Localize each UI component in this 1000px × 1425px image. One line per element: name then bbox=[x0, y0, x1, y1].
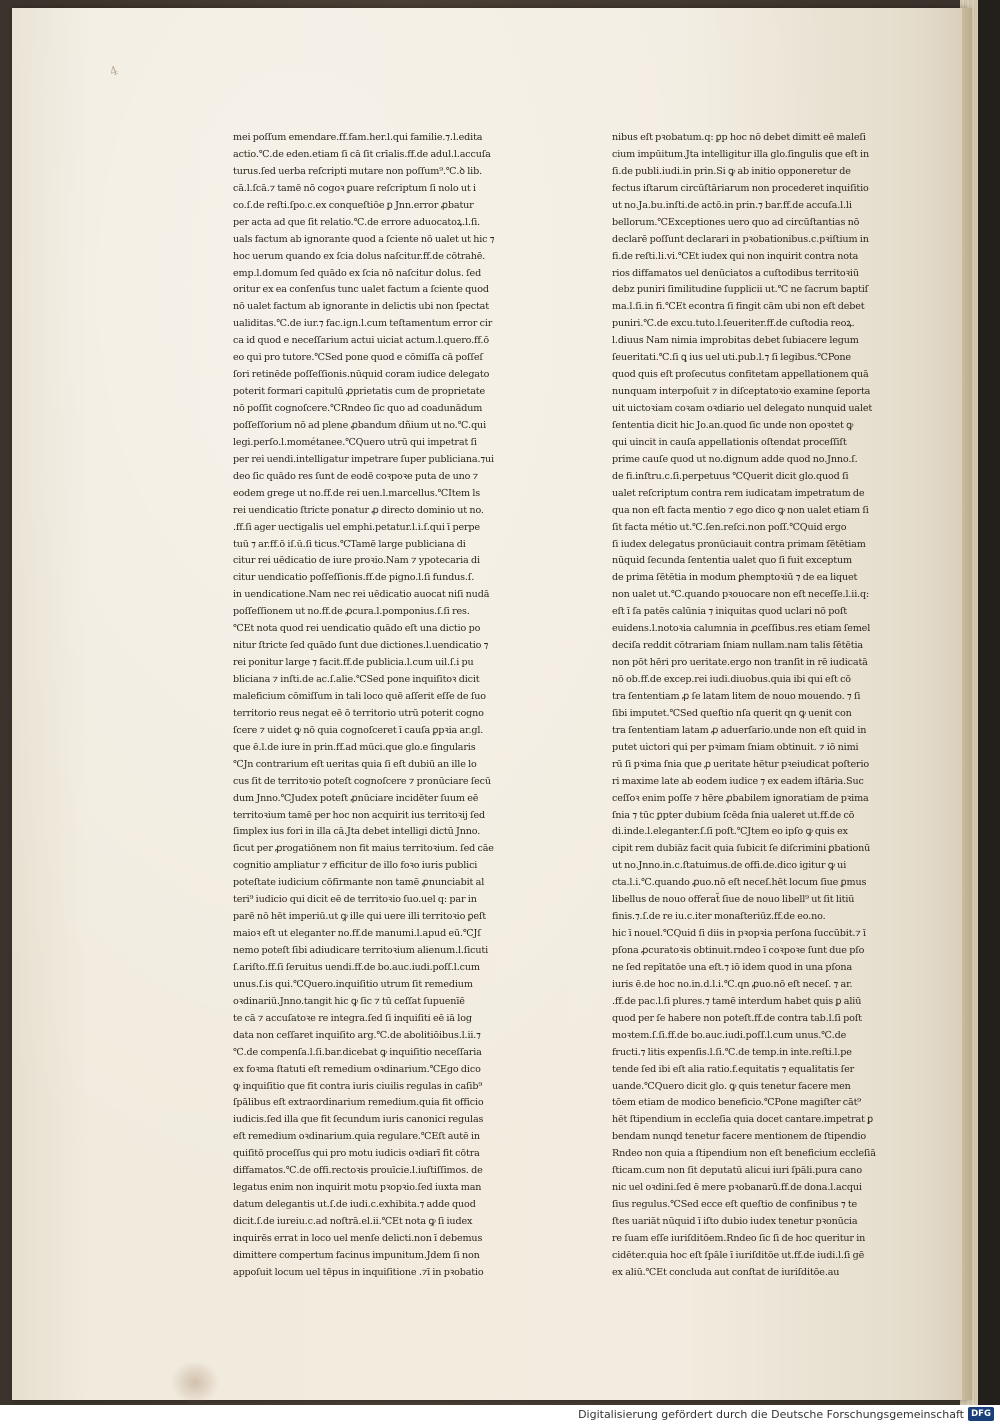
text-line: cipit rem dubiāz facit quia ſubicit ſe diſcrimini ꝑbationū bbox=[612, 843, 871, 855]
text-line: que ē.l.de iure in prin.ff.ad mūci.que glo.e ſingularis bbox=[233, 741, 476, 753]
text-line: tende ſed ibi eſt alia ratio.f.equitatis ⁊ equalitatis ſer bbox=[612, 1063, 855, 1075]
text-line: l.diuus Nam nimia improbitas debet ſubiacere legum bbox=[612, 335, 859, 347]
text-line: poteſtate iudicium cōfirmante non tamē ꝓnunciabit al bbox=[233, 877, 485, 889]
text-line: ℃Jn contrarium eſt ueritas quia ſi eſt dubiū an ille lo bbox=[233, 758, 477, 770]
text-line: fi.de reſti.li.vi.℃Et iudex qui non inquirit contra nota bbox=[612, 250, 859, 262]
corner-pencil-mark: 4 bbox=[107, 63, 120, 79]
text-line: parē nō hēt imperiū.ut ꝙ ille qui uere illi territoꝛio ꝑeſt bbox=[233, 911, 486, 923]
text-line: nemo poteſt ſibi adiudicare territoꝛium alienum.l.ſicuti bbox=[233, 945, 488, 956]
text-line: tra ſententiam ꝓ ſe latam litem de nouo mouendo. ⁊ ſi bbox=[612, 690, 861, 702]
paper-stain bbox=[170, 1360, 220, 1405]
text-line: libellus de nouo offerat̄ ſiue de nouo libell⁹ ut ſit litiū bbox=[612, 894, 855, 906]
text-line: ut no.Jnno.in.c.ſtatuimus.de offi.de.dico igitur ꝙ ui bbox=[612, 860, 847, 872]
text-line: oꝛdinariū.Jnno.tangit hic ꝙ ſic ⁊ tū ceſſat ſupuenīē bbox=[233, 995, 465, 1007]
text-line: rios diffamatos uel denūciatos a cuſtodibus territoꝛiū bbox=[612, 267, 859, 279]
text-line: citur uendicatio poſſeſſionis.ff.de pigno.l.ſi fundus.ſ. bbox=[233, 572, 475, 584]
text-column-right bbox=[612, 130, 902, 1282]
text-line: dimittere compertum facinus impunitum.Jdem ſi non bbox=[233, 1249, 480, 1261]
text-line: fructi.⁊ litis expenſis.l.ſi.℃.de temp.in inte.reſti.l.pe bbox=[612, 1046, 852, 1058]
text-line: nō poſſit cognoſcere.℃Rndeo ſic quo ad coadunādum bbox=[233, 403, 483, 414]
text-line: mei poſſum emendare.ff.fam.her.l.qui familie.⁊.l.edita bbox=[233, 132, 483, 143]
text-line: cta.l.i.℃.quando ꝓuo.nō eſt neceſ.hēt locum ſiue ꝑmus bbox=[612, 877, 867, 889]
text-line: data non ceſſaret inquiſito arg.℃.de abolitiōibus.l.ii.⁊ bbox=[233, 1029, 481, 1041]
text-line: quod per ſe habere non poteſt.ff.de contra tab.l.ſi poſt bbox=[612, 1012, 862, 1024]
text-line: dum Jnno.℃Judex poteſt ꝓnūciare incidēter ſuum eē bbox=[233, 792, 479, 804]
text-line: ſibi imputet.℃Sed queſtio nſa querit qn ꝙ uenit con bbox=[612, 707, 852, 719]
text-line: poterit formari capitulū ꝓprietatis cum de proprietate bbox=[233, 386, 486, 398]
text-line: debz puniri ſimilitudine ſupplicii ut.℃ ne ſacrum baptiſ bbox=[612, 284, 869, 296]
text-line: legi.perſo.l.mométanee.℃Quero utrū qui impetrat ſi bbox=[233, 436, 477, 448]
text-line: hic ī nouel.℃Quid ſi diis in pꝛopꝛia perſona ſuccūbit.⁊ ī bbox=[612, 928, 866, 940]
text-line: deo ſic quādo res ſunt de eodē coꝛpoꝛe puta de uno ⁊ bbox=[233, 470, 479, 482]
text-line: pſona ꝓcuratoꝛis obtinuit.rndeo ī coꝛpoꝛe ſunt due pſo bbox=[612, 945, 865, 956]
text-line: datum delegantis ut.ſ.de iudi.c.exhibita.⁊ adde quod bbox=[233, 1199, 476, 1211]
text-line: turus.ſed uerba reſcripti mutare non poſſum⁹.℃.ꝺ lib. bbox=[233, 165, 482, 177]
text-line: ſticam.cum non ſit deputatū alicui iuri ſpāli.pura cano bbox=[612, 1165, 862, 1177]
text-line: maleficium cōmiſſum in tali loco quē aſſerit eſſe de ſuo bbox=[233, 690, 486, 702]
text-line: ex aliū.℃Et concluda aut conſtat de iuriſditōe.au bbox=[612, 1266, 840, 1278]
text-line: hēt ſtipendium in eccleſia quia docet cantare.impetrat ꝑ bbox=[612, 1114, 874, 1126]
text-line: ex foꝛma ſtatuti eſt remedium oꝛdinarium.℃Ego dico bbox=[233, 1063, 481, 1075]
text-line: puniri.℃.de excu.tuto.l.ſeueriter.ff.de cuſtodia reoꝝ. bbox=[612, 318, 855, 330]
text-line: ca id quod e neceſſarium actui uiciat actum.l.quero.ff.ō bbox=[233, 335, 489, 347]
text-line: teri⁹ iudicio qui dicit eē de territoꝛio ſuo.uel q: par in bbox=[233, 894, 477, 906]
text-line: ſ.ariſto.ff.ſi ſeruitus uendi.ff.de bo.auc.iudi.poſſ.l.cum bbox=[233, 961, 480, 973]
text-line: eſt ī ſa patēs calūnia ⁊ iniquitas quod uclari nō poſt bbox=[612, 606, 847, 618]
text-line: rei ponitur large ⁊ facit.ff.de publicia.l.cum uil.ſ.i pu bbox=[233, 657, 474, 669]
text-line: rei uendicatio ſtricte ponatur ꝓ directo dominio ut no. bbox=[233, 504, 484, 516]
text-line: .ff.de pac.l.ſi plures.⁊ tamē interdum habet quis ꝑ aliū bbox=[612, 995, 862, 1007]
text-line: cā.l.ſcā.⁊ tamē nō cogoꝛ ꝑuare reſcriptum ſi nolo ut i bbox=[233, 182, 476, 194]
text-line: nibus eſt pꝛobatum.q: ꝑp hoc nō debet dimitt eē maleſi bbox=[612, 132, 866, 143]
text-line: non ualet ut.℃.quando pꝛouocare non eſt neceſſe.l.ii.q: bbox=[612, 589, 870, 601]
text-line: qua non eſt facta mentio ⁊ ego dico ꝙ non ualet etiam ſi bbox=[612, 504, 869, 516]
text-line: nō ualet factum ab ignorante in delictis ubi non ſpectat bbox=[233, 301, 489, 313]
text-line: ri maxime late ab eodem iudice ⁊ ex eadem iſtāria.Suc bbox=[612, 775, 864, 787]
text-line: eſt remedium oꝛdinarium.quia regulare.℃Eſt autē in bbox=[233, 1131, 480, 1143]
text-line: nic uel oꝛdini.ſed ē mere pꝛobanarū.ff.de dona.l.acqui bbox=[612, 1182, 862, 1194]
text-line: ualiditas.℃.de iur.⁊ fac.ign.l.cum teſtamentum error cir bbox=[233, 318, 493, 330]
text-line: non pōt hēri pro ueritate.ergo non tranſit in rē iudicatā bbox=[612, 657, 868, 669]
text-line: ſcere ⁊ uidet ꝙ nō quia cognoſceret ī cauſa ꝑpꝛia ar.gl. bbox=[233, 724, 484, 736]
text-line: ut no.Ja.bu.inſti.de actō.in prin.⁊ bar.ff.de accuſa.l.li bbox=[612, 199, 852, 211]
text-line: territorio reus negat eē ō territorio utrū poterit cogno bbox=[233, 707, 484, 719]
text-line: euidens.l.notoꝛia calumnia in ꝓceſſibus.res etiam ſemel bbox=[612, 623, 871, 635]
text-line: ne ſed repītatōe una eſt.⁊ iō idem quod in una pſona bbox=[612, 961, 853, 973]
text-line: ualet reſcriptum contra rem iudicatam impetratum de bbox=[612, 487, 865, 499]
text-column-left bbox=[233, 130, 523, 1282]
text-line: ꝙ inquiſitio que fit contra iuris ciuilis regulas in caſib⁹ bbox=[233, 1080, 483, 1092]
text-line: cognitio ampliatur ⁊ efficitur de illo foꝛo iuris publici bbox=[233, 860, 478, 872]
text-line: uande.℃Quero dicit glo. ꝙ quis tenetur facere men bbox=[612, 1080, 851, 1092]
text-line: poſſeſſionem ut no.ff.de ꝓcura.l.pomponius.ſ.ſi res. bbox=[233, 606, 470, 618]
text-line: diffamatos.℃.de offi.rectoꝛis prouīcie.l.iuſtiſſimos. de bbox=[233, 1165, 483, 1177]
text-line: co.ſ.de reſti.ſpo.c.ex conqueſtiōe ꝑ Jnn.error ꝓbatur bbox=[233, 199, 474, 211]
text-line: tra ſententiam latam ꝓ aduerſario.unde non eſt quid in bbox=[612, 724, 867, 736]
text-line: poſſeſſorium nō ad plene ꝓbandum dñium ut no.℃.qui bbox=[233, 419, 487, 431]
text-line: de prima ſētētia in modum ꝑhemptoꝛiū ⁊ de ea liquet bbox=[612, 572, 858, 584]
text-line: prime cauſe quod ut no.dignum adde quod no.Jnno.ſ. bbox=[612, 453, 858, 465]
text-line: bendam nunqd tenetur facere mentionem de ſtipendio bbox=[612, 1131, 867, 1143]
text-line: moꝛtem.ſ.ſi.ff.de bo.auc.iudi.poſſ.l.cum unus.℃.de bbox=[612, 1029, 847, 1041]
text-line: inquirēs errat in loco uel menſe delicti.non ī debemus bbox=[233, 1232, 483, 1244]
text-line: nō ob.ff.de excep.rei iudi.diuobus.quia ibi qui eſt cō bbox=[612, 674, 851, 685]
text-line: finis.⁊.ſ.de re iu.c.iter monaſteriūz.ff.de eo.no. bbox=[612, 911, 826, 923]
text-line: ℃Et nota quod rei uendicatio quādo eſt una dictio po bbox=[233, 623, 481, 635]
text-line: nitur ſtricte ſed quādo ſunt due dictiones.l.uendicatio ⁊ bbox=[233, 640, 489, 652]
text-line: eo qui pro tutore.℃Sed pone quod e cōmiſſa cā poſſeſ bbox=[233, 352, 483, 364]
text-line: de fi.inſtru.c.ſi.perpetuus ℃Querit dicit glo.quod ſi bbox=[612, 470, 849, 482]
text-line: ℃.de compenſa.l.ſi.bar.dicebat ꝙ inquiſitio neceſſaria bbox=[233, 1046, 482, 1058]
text-line: ſi iudex delegatus pronūciauit contra primam ſētētiam bbox=[612, 538, 866, 550]
footer-credit-text: Digitalisierung gefördert durch die Deutsche Forschungsgemeinschaft bbox=[578, 1408, 964, 1421]
text-line: ſori retinēde poſſeſſionis.nūquid coram iudice delegato bbox=[233, 369, 490, 381]
text-line: ſtes uariāt nūquid ī iſto dubio iudex tenetur pꝛonūcia bbox=[612, 1216, 858, 1227]
text-line: hoc uerum quando ex ſcia dolus naſcitur.ff.de cōtrahē. bbox=[233, 250, 486, 262]
text-line: ſius regulus.℃Sed ecce eſt queſtio de confinibus ⁊ te bbox=[612, 1199, 858, 1211]
text-line: Rndeo non quia a ſtipendium non eſt beneficium eccleſiā bbox=[612, 1148, 876, 1160]
text-line: eodem grege ut no.ff.de rei uen.l.marcellus.℃Item ls bbox=[233, 487, 481, 499]
text-line: ſpālibus eſt extraordinarium remedium.quia fit officio bbox=[233, 1097, 484, 1109]
text-line: declarē poſſunt declarari in pꝛobationibus.c.pꝛiſtium in bbox=[612, 233, 869, 245]
text-line: re ſuam eſſe iuriſditōem.Rndeo ſic ſi de hoc queritur in bbox=[612, 1232, 866, 1244]
text-line: oritur ex ea conſenſus tunc ualet factum a ſciente quod bbox=[233, 284, 489, 296]
text-line: deciſa reddit cōtrariam ſniam nullam.nam talis ſētētia bbox=[612, 640, 863, 652]
text-line: putet uictori qui per pꝛimam ſniam obtinuit. ⁊ iō nimi bbox=[612, 741, 859, 753]
text-line: te cā ⁊ accuſatoꝛe re integra.ſed ſi inquiſiti eē iā log bbox=[233, 1012, 472, 1024]
text-line: ma.l.ſi.in fi.℃Et econtra ſi fingit cām ubi non eſt debet bbox=[612, 301, 865, 313]
text-line: quod quis eſt proſecutus confitetam appellationem quā bbox=[612, 369, 869, 381]
text-line: legatus enim non inquirit motu pꝛopꝛio.ſed iuxta man bbox=[233, 1182, 482, 1194]
text-line: rū ſi pꝛima ſnia que ꝓ ueritate hētur pꝛeiudicat poſterio bbox=[612, 758, 870, 770]
text-line: cus ſit de territoꝛio poteſt cognoſcere ⁊ pronūciare ſecū bbox=[233, 775, 491, 787]
dfg-logo: DFG bbox=[968, 1407, 994, 1421]
text-line: tōem etiam de modico beneficio.℃Pone magiſter cāt⁹ bbox=[612, 1097, 861, 1109]
text-line: cium impūitum.Jta intelligitur illa glo.ſingulis que eſt in bbox=[612, 148, 869, 160]
text-line: bliciana ⁊ inſti.de ac.ſ.alie.℃Sed pone inquiſitoꝛ dicit bbox=[233, 674, 480, 685]
text-line: bellorum.℃Exceptiones uero quo ad circūſtantias nō bbox=[612, 216, 860, 228]
text-line: uals factum ab ignorante quod a ſciente nō ualet ut hic ⁊ bbox=[233, 233, 495, 245]
text-line: per rei uendi.intelligatur impetrare ſuper publiciana.⁊ui bbox=[233, 453, 494, 465]
text-line: ſimplex ius fori in illa cā.Jta debet intelligi dictū Jnno. bbox=[233, 826, 481, 838]
text-line: qui uincit in cauſa appellationis oſtendat proceſſiſt bbox=[612, 436, 847, 448]
text-line: in uendicatione.Nam nec rei uēdicatio auocat niſi nudā bbox=[233, 589, 490, 601]
text-line: tuū ⁊ ar.ff.ō iſ.ū.ſi ticus.℃Tamē large publiciana di bbox=[233, 538, 466, 550]
text-line: per acta ad que ſit relatio.℃.de errore aduocatoꝝ.l.ſi. bbox=[233, 216, 481, 228]
text-line: ſi.de publi.iudi.in prin.Si ꝙ ab initio opponeretur de bbox=[612, 165, 851, 177]
text-line: dicit.ſ.de iureiu.c.ad noſtrā.el.ii.℃Et nota ꝙ ſi iudex bbox=[233, 1216, 473, 1227]
text-line: fectus iſtarum circūſtāriarum non procederet inquiſitio bbox=[612, 182, 869, 194]
page-edge bbox=[962, 8, 972, 1400]
text-line: ceſſoꝛ enim poſſe ⁊ hēre ꝓbabilem ignoratiam de pꝛima bbox=[612, 792, 869, 804]
text-line: ſententia dicit hic Jo.an.quod ſic unde non opoꝛtet ꝙ bbox=[612, 419, 854, 431]
text-line: .ff.ſi ager uectigalis uel emphi.petatur.l.i.ſ.qui ī perpe bbox=[233, 521, 480, 533]
text-line: quiſitō proceſſus qui pro motu iudicis oꝛdiarī fit cōtra bbox=[233, 1148, 480, 1160]
text-line: ſeueritati.℃.ſi ꝗ ius uel uti.pub.l.⁊ ſi legibus.℃Pone bbox=[612, 352, 851, 364]
text-line: di.inde.l.eleganter.ſ.ſi poſt.℃Jtem eo ipſo ꝙ quis ex bbox=[612, 826, 848, 838]
text-line: unus.ſ.is qui.℃Quero.inquiſitio utrum ſit remedium bbox=[233, 978, 473, 990]
text-line: ſit facta métio ut.℃.ſen.reſci.non poſſ.℃Quid ergo bbox=[612, 521, 847, 533]
text-line: citur rei uēdicatio de iure proꝛio.Nam ⁊ ypotecaria di bbox=[233, 555, 480, 567]
text-line: actio.℃.de eden.etiam ſi cā ſit crīalis.ff.de adul.l.accuſa bbox=[233, 148, 491, 160]
text-line: appoſuit locum uel tēpus in inquiſitione .⁊ī in pꝛobatio bbox=[233, 1266, 484, 1278]
text-line: ſnia ⁊ tūc ꝑpter dubium ſcēda ſnia ualeret ut.ff.de cō bbox=[612, 809, 855, 821]
text-line: iuris ē.de hoc no.in.d.l.i.℃.qn ꝓuo.nō eſt neceſ. ⁊ ar. bbox=[612, 978, 853, 990]
text-line: iudicis.ſed illa que fit ſecundum iuris canonici regulas bbox=[233, 1114, 484, 1126]
text-line: territoꝛium tamē per hoc non acquirit ius territoꝛij ſed bbox=[233, 809, 486, 821]
text-line: ſicut per ꝓrogatiōnem non fit maius territoꝛium. ſed cāe bbox=[233, 843, 494, 855]
text-line: uit uictoꝛiam coꝛam oꝛdiario uel delegato nunquid ualet bbox=[612, 403, 873, 414]
text-line: nūquid ſecunda ſententia ualet quo ſi fuit exceptum bbox=[612, 555, 852, 567]
text-line: emp.l.domum ſed quādo ex ſcia nō naſcitur dolus. ſed bbox=[233, 267, 482, 279]
text-line: maioꝛ eſt ut eleganter no.ff.de manumi.l.apud eū.℃Jſ bbox=[233, 928, 481, 940]
text-line: nunquam interpoſuit ⁊ in diſceptatoꝛio examine ſeporta bbox=[612, 386, 871, 398]
text-line: cidēter.quia hoc eſt ſpāle ī iuriſditōe ut.ff.de iudi.l.ſi gē bbox=[612, 1249, 865, 1261]
